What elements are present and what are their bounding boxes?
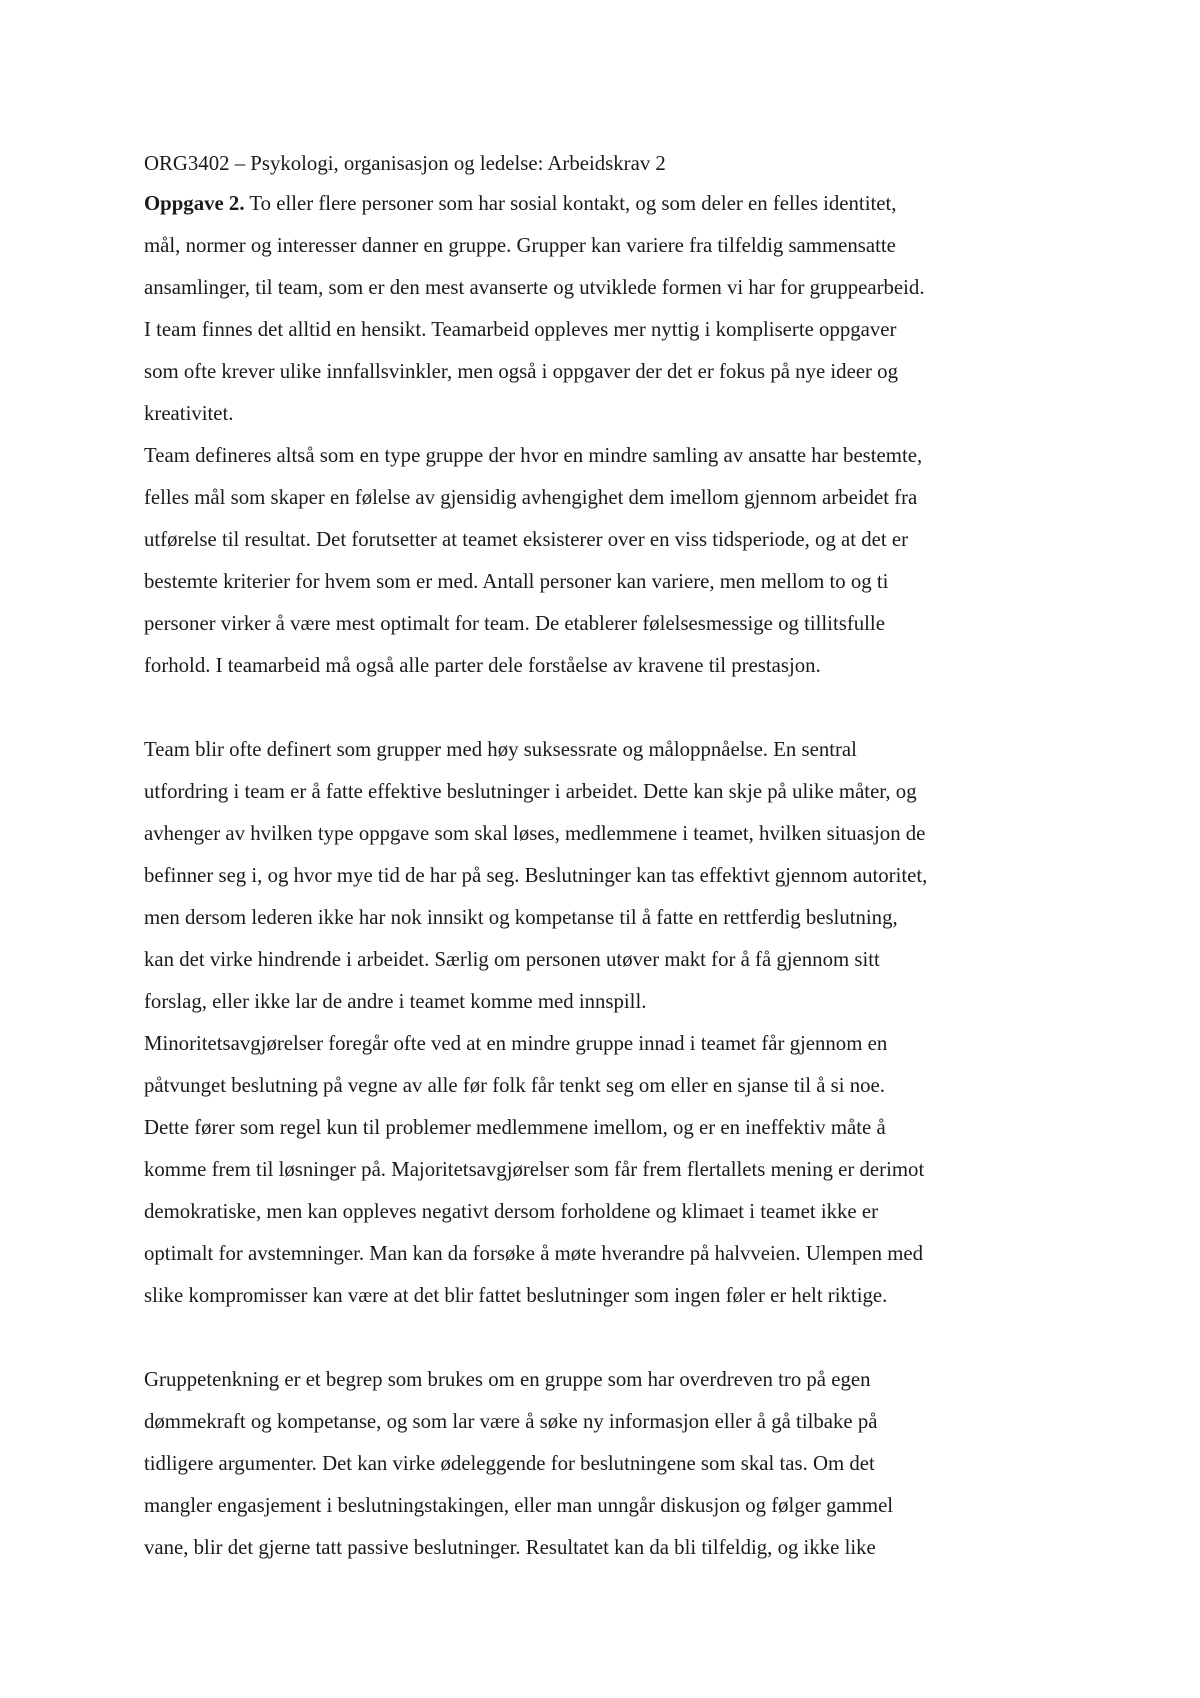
paragraph-3-line-1: Team blir ofte definert som grupper med høy suksessrate og måloppnåelse. En sentral — [144, 738, 857, 761]
paragraph-1-line-1 — [144, 183, 1069, 225]
task-label: Oppgave 2. — [144, 192, 245, 215]
document-header: ORG3402 – Psykologi, organisasjon og ledelse: Arbeidskrav 2 — [144, 152, 666, 175]
paragraph-3-line-2: utfordring i team er å fatte effektive beslutninger i arbeidet. Dette kan skje på ulike måter, og — [144, 780, 917, 803]
paragraph-5-line-4: mangler engasjement i beslutningstakingen, eller man unngår diskusjon og følger gammel — [144, 1494, 894, 1517]
paragraph-2-line-5: personer virker å være mest optimalt for team. De etablerer følelsesmessige og tillitsfulle — [144, 612, 885, 635]
paragraph-1-line-1-text: To eller flere personer som har sosial kontakt, og som deler en felles identitet, — [244, 192, 897, 215]
document-body — [144, 143, 1069, 1569]
paragraph-2-line-3: utførelse til resultat. Det forutsetter at teamet eksisterer over en viss tidsperiode, og at det er — [144, 528, 909, 551]
paragraph-1-line-3: ansamlinger, til team, som er den mest avanserte og utviklede formen vi har for gruppearbeid. — [144, 276, 925, 299]
paragraph-1-line-4: I team finnes det alltid en hensikt. Teamarbeid oppleves mer nyttig i kompliserte oppgaver — [144, 318, 897, 341]
paragraph-5-line-3: tidligere argumenter. Det kan virke ødeleggende for beslutningene som skal tas. Om det — [144, 1452, 875, 1475]
paragraph-2-line-6: forhold. I teamarbeid må også alle parter dele forståelse av kravene til prestasjon. — [144, 654, 821, 677]
paragraph-2-line-4: bestemte kriterier for hvem som er med. Antall personer kan variere, men mellom to og ti — [144, 570, 889, 593]
paragraph-4-line-1: Minoritetsavgjørelser foregår ofte ved at en mindre gruppe innad i teamet får gjennom en — [144, 1032, 888, 1055]
paragraph-3-line-5: men dersom lederen ikke har nok innsikt og kompetanse til å fatte en rettferdig beslutning, — [144, 906, 898, 929]
paragraph-5-line-5: vane, blir det gjerne tatt passive beslutninger. Resultatet kan da bli tilfeldig, og ikke like — [144, 1536, 876, 1559]
paragraph-spacer — [144, 1317, 1069, 1359]
paragraph-1-line-6: kreativitet. — [144, 402, 234, 425]
paragraph-1-line-2: mål, normer og interesser danner en gruppe. Grupper kan variere fra tilfeldig sammensatte — [144, 234, 896, 257]
paragraph-3-line-4: befinner seg i, og hvor mye tid de har på seg. Beslutninger kan tas effektivt gjennom autoritet, — [144, 864, 928, 887]
paragraph-3-line-7: forslag, eller ikke lar de andre i teamet komme med innspill. — [144, 990, 647, 1013]
paragraph-4-line-3: Dette fører som regel kun til problemer medlemmene imellom, og er en ineffektiv måte å — [144, 1116, 886, 1139]
paragraph-5-line-1: Gruppetenkning er et begrep som brukes om en gruppe som har overdreven tro på egen — [144, 1368, 871, 1391]
paragraph-4-line-2: påtvunget beslutning på vegne av alle før folk får tenkt seg om eller en sjanse til å si noe. — [144, 1074, 885, 1097]
paragraph-4-line-4: komme frem til løsninger på. Majoritetsavgjørelser som får frem flertallets mening er derimot — [144, 1158, 925, 1181]
paragraph-5-line-2: dømmekraft og kompetanse, og som lar være å søke ny informasjon eller å gå tilbake på — [144, 1410, 878, 1433]
paragraph-spacer — [144, 687, 1069, 729]
paragraph-4-line-5: demokratiske, men kan oppleves negativt dersom forholdene og klimaet i teamet ikke er — [144, 1200, 879, 1223]
paragraph-4-line-7: slike kompromisser kan være at det blir fattet beslutninger som ingen føler er helt riktige. — [144, 1284, 888, 1307]
paragraph-4-line-6: optimalt for avstemninger. Man kan da forsøke å møte hverandre på halvveien. Ulempen med — [144, 1242, 924, 1265]
paragraph-3-line-3: avhenger av hvilken type oppgave som skal løses, medlemmene i teamet, hvilken situasjon de — [144, 822, 926, 845]
paragraph-3-line-6: kan det virke hindrende i arbeidet. Særlig om personen utøver makt for å få gjennom sitt — [144, 948, 880, 971]
paragraph-1-line-5: som ofte krever ulike innfallsvinkler, men også i oppgaver der det er fokus på nye ideer og — [144, 360, 898, 383]
paragraph-2-line-2: felles mål som skaper en følelse av gjensidig avhengighet dem imellom gjennom arbeidet fra — [144, 486, 918, 509]
paragraph-2-line-1: Team defineres altså som en type gruppe der hvor en mindre samling av ansatte har bestemte, — [144, 444, 923, 467]
